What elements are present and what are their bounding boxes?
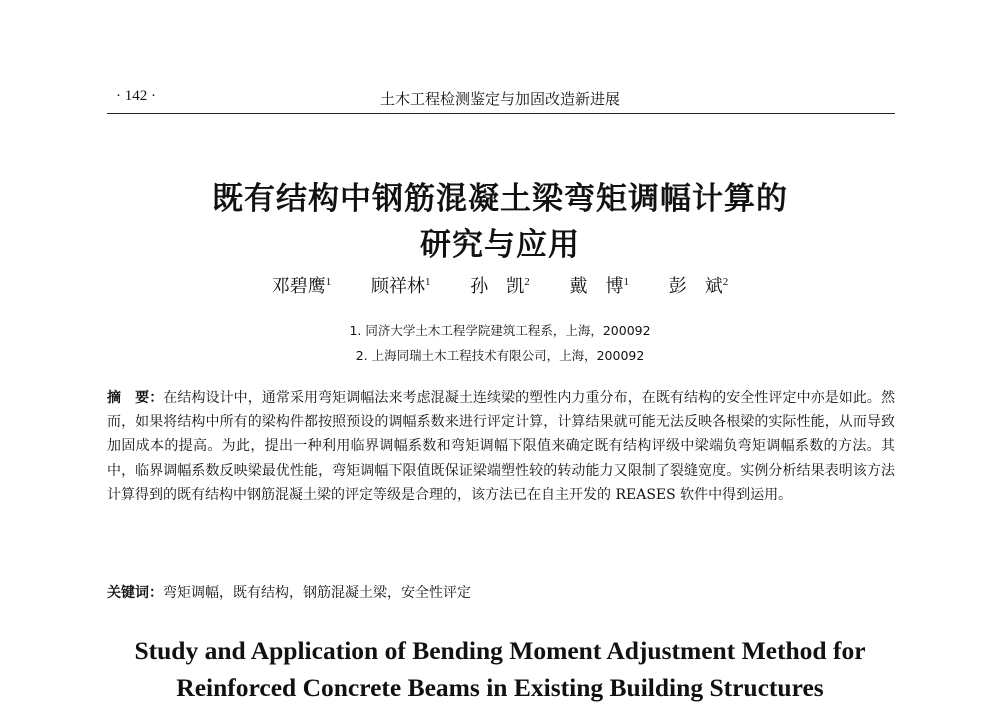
author — [669, 272, 729, 298]
abstract-label: 摘 要： — [107, 390, 164, 406]
author — [569, 272, 629, 298]
author-name: 顾祥林 — [371, 276, 426, 297]
paper-title-cn-line1: 既有结构中钢筋混凝土梁弯矩调幅计算的 — [212, 181, 788, 217]
author-name: 戴 博 — [569, 276, 624, 297]
abstract — [107, 386, 895, 507]
paper-title-en-line1: Study and Application of Bending Moment Adjustment Method for — [134, 636, 866, 665]
affiliation: 1. 同济大学土木工程学院建筑工程系，上海，200092 — [349, 323, 651, 338]
author-affiliation-mark: 1 — [425, 276, 431, 288]
header-rule — [107, 113, 895, 114]
affiliation: 2. 上海同瑞土木工程技术有限公司，上海，200092 — [355, 348, 645, 363]
author-affiliation-mark: 1 — [325, 276, 332, 288]
keywords — [107, 582, 895, 602]
page-number: · 142 · — [116, 88, 156, 104]
author — [470, 272, 530, 298]
author-affiliation-mark: 1 — [623, 276, 629, 288]
keywords-text: 弯矩调幅，既有结构，钢筋混凝土梁，安全性评定 — [163, 585, 471, 601]
keywords-label: 关键词： — [107, 585, 163, 601]
author-name: 彭 斌 — [668, 276, 723, 297]
page-header — [0, 88, 1000, 110]
abstract-text: 在结构设计中，通常采用弯矩调幅法来考虑混凝土连续梁的塑性内力重分布，在既有结构的安全性评定中亦是如此。然而，如果将结构中所有的梁构件都按照预设的调幅系数来进行评定计算，计算结果就可能无法反映各根梁的实际性能，从而导致加固成本的提高。为此，提出一种利用临界调幅系数和弯矩调幅下限值来确定既有结构评级中梁端负弯矩调幅系数的方法。其中，临界调幅系数反映梁最优性能，弯矩调幅下限值既保证梁端塑性较的转动能力又限制了裂缝宽度。实例分析结果表明该方法计算得到的既有结构中钢筋混凝土梁的评定等级是合理的，该方法已在自主开发的 REASES 软件中得到运用。 — [107, 390, 896, 503]
author — [272, 272, 332, 298]
author-affiliation-mark: 2 — [722, 276, 729, 288]
running-title: 土木工程检测鉴定与加固改造新进展 — [379, 90, 620, 108]
author-name: 邓碧鹰 — [271, 276, 326, 297]
paper-title-en-line2: Reinforced Concrete Beams in Existing Building Structures — [176, 673, 824, 702]
author-list — [0, 272, 1000, 298]
paper-title-cn-line2: 研究与应用 — [420, 227, 580, 263]
author — [371, 272, 431, 298]
author-affiliation-mark: 2 — [524, 276, 530, 288]
author-name: 孙 凯 — [470, 276, 525, 297]
